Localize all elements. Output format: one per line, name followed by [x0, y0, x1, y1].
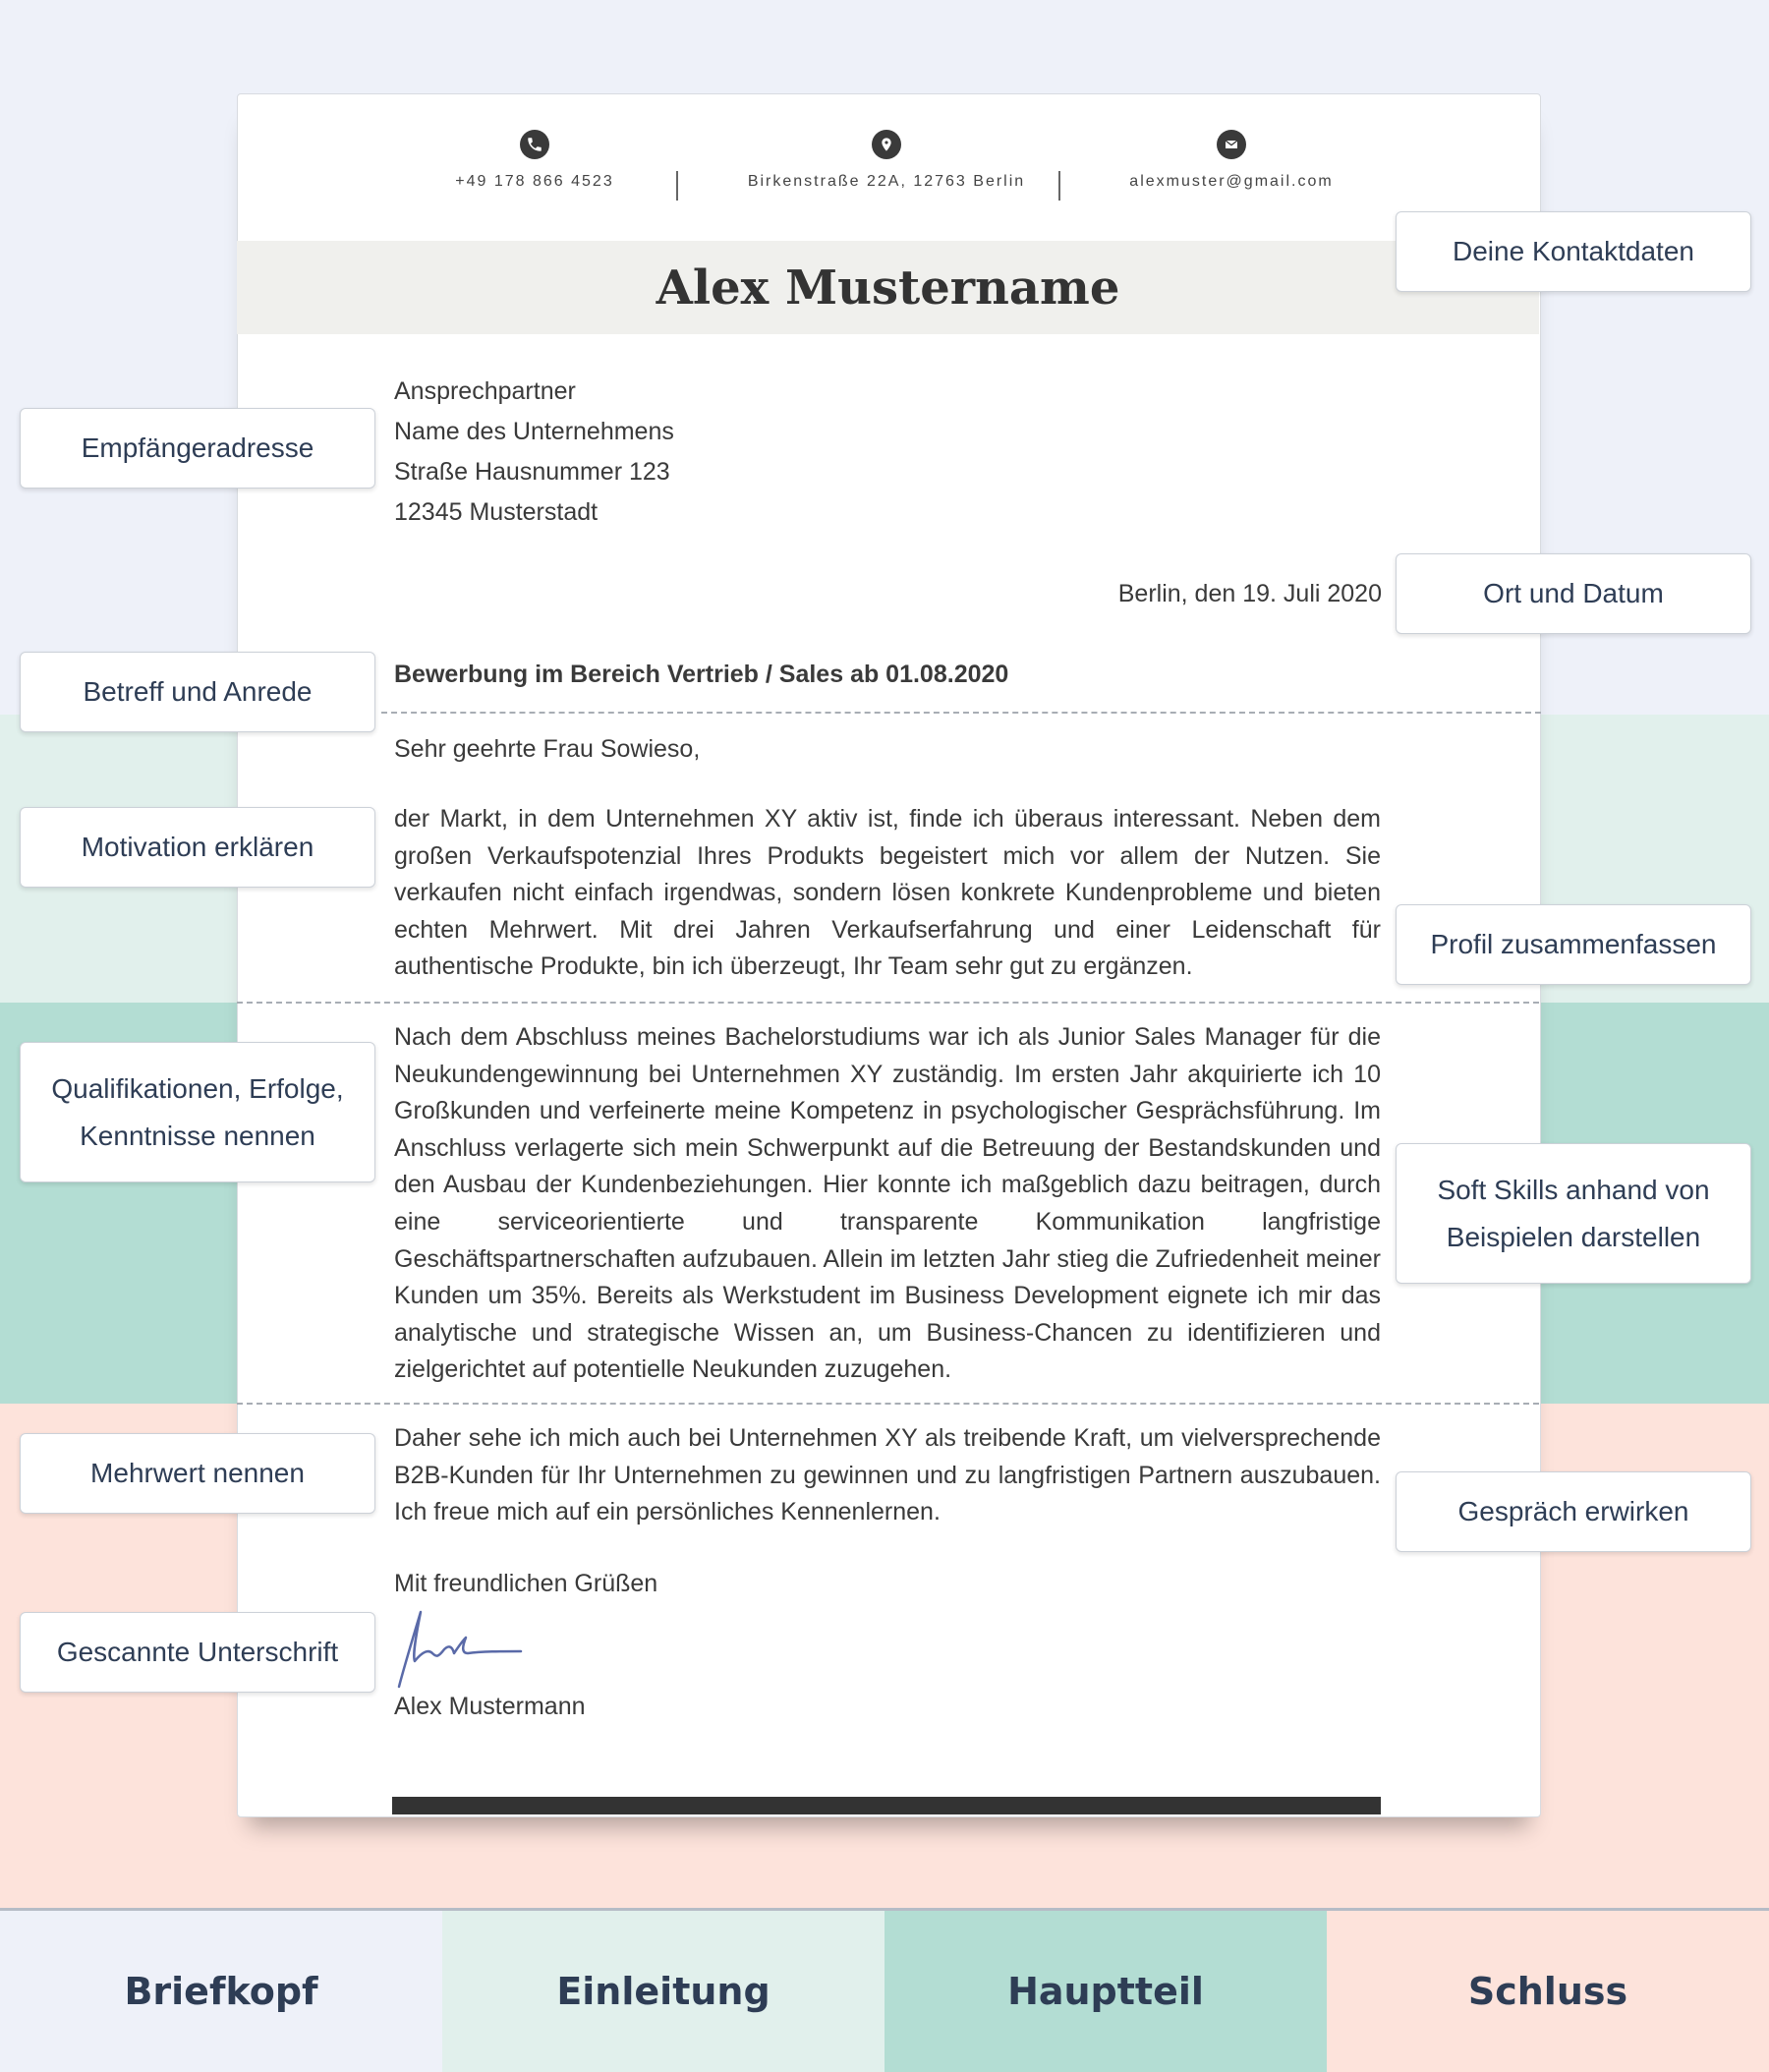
legend-hauptteil: Hauptteil — [884, 1911, 1327, 2072]
contact-divider — [676, 171, 678, 201]
letter-salutation: Sehr geehrte Frau Sowieso, — [394, 735, 701, 763]
applicant-name: Alex Mustername — [656, 259, 1120, 316]
recipient-line: Ansprechpartner — [394, 377, 576, 405]
legend-schluss: Schluss — [1327, 1911, 1769, 2072]
signature-image — [393, 1602, 531, 1691]
name-header — [237, 241, 1539, 334]
label-empfaengeradresse: Empfängeradresse — [20, 408, 375, 489]
email-text: alexmuster@gmail.com — [1129, 173, 1334, 190]
phone-icon — [520, 130, 549, 159]
label-ort-datum: Ort und Datum — [1396, 553, 1751, 634]
paragraph-closing: Daher sehe ich mich auch bei Unternehmen XY als treibende Kraft, um vielversprechende B2B-Kunden für Ihr Unternehmen zu gewinnen und zu langfristigen Partnern auszubauen. Ich freue mich auf ein persönliches Kennenlernen. — [394, 1424, 1381, 1526]
recipient-line: 12345 Musterstadt — [394, 498, 599, 526]
legend-einleitung: Einleitung — [442, 1911, 884, 2072]
contact-email — [1055, 130, 1408, 191]
recipient-line: Straße Hausnummer 123 — [394, 458, 670, 486]
address-text: Birkenstraße 22A, 12763 Berlin — [747, 173, 1026, 190]
label-qualifikationen: Qualifikationen, Erfolge, Kenntnisse nennen — [20, 1042, 375, 1182]
location-pin-icon — [872, 130, 901, 159]
section-divider — [381, 712, 1541, 714]
paragraph-qualifications: Nach dem Abschluss meines Bachelorstudiums war ich als Junior Sales Manager für die Neukundengewinnung bei Unternehmen XY zuständig. Im ersten Jahr akquirierte ich 10 Großkunden und verfeinerte meine Kompetenz in psychologischer Gesprächsführung. Im Anschluss verlagerte sich mein Schwerpunkt auf die Betreuung der Bestandskunden und den Ausbau der Kundenbeziehungen. Hier konnte ich maßgeblich dazu beitragen, durch eine serviceorientierte und transparente Kommunikation langfristige Geschäftspartnerschaften aufzubauen. Allein im letzten Jahr stieg die Zufriedenheit meiner Kunden um 35%. Bereits als Werkstudent im Business Development eignete ich mir das analytische und strategische Wissen an, um Business-Chancen zu identifizieren und zielgerichtet auf potentielle Neukunden zuzugehen. — [394, 1023, 1381, 1384]
section-divider — [237, 1002, 1539, 1004]
section-legend — [0, 1908, 1769, 2072]
contact-address — [710, 130, 1063, 191]
label-soft-skills: Soft Skills anhand von Beispielen darstellen — [1396, 1143, 1751, 1284]
contact-phone — [358, 130, 712, 191]
recipient-line: Name des Unternehmens — [394, 418, 674, 445]
label-motivation: Motivation erklären — [20, 807, 375, 888]
label-unterschrift: Gescannte Unterschrift — [20, 1612, 375, 1693]
label-kontaktdaten: Deine Kontaktdaten — [1396, 211, 1751, 292]
label-mehrwert: Mehrwert nennen — [20, 1433, 375, 1514]
signer-name: Alex Mustermann — [394, 1693, 586, 1720]
recipient-address — [394, 372, 674, 533]
letter-closing: Mit freundlichen Grüßen — [394, 1570, 658, 1597]
legend-briefkopf: Briefkopf — [0, 1911, 442, 2072]
letter-date: Berlin, den 19. Juli 2020 — [1117, 580, 1382, 607]
label-profil: Profil zusammenfassen — [1396, 904, 1751, 985]
label-betreff-anrede: Betreff und Anrede — [20, 652, 375, 732]
paper-footer-bar — [392, 1797, 1381, 1814]
label-gespraech: Gespräch erwirken — [1396, 1471, 1751, 1552]
phone-text: +49 178 866 4523 — [455, 173, 614, 190]
section-divider — [237, 1403, 1539, 1405]
paragraph-motivation: der Markt, in dem Unternehmen XY aktiv ist, finde ich überaus interessant. Neben dem großen Verkaufspotenzial Ihres Produkts begeistert mich vor allem der Nutzen. Sie verkaufen nicht einfach irgendwas, sondern lösen konkrete Kundenprobleme und bieten echten Mehrwert. Mit drei Jahren Verkaufserfahrung und einer Leidenschaft für authentische Produkte, bin ich überzeugt, Ihr Team sehr gut zu ergänzen. — [394, 805, 1381, 981]
email-icon — [1217, 130, 1246, 159]
letter-subject: Bewerbung im Bereich Vertrieb / Sales ab 01.08.2020 — [394, 661, 1009, 688]
